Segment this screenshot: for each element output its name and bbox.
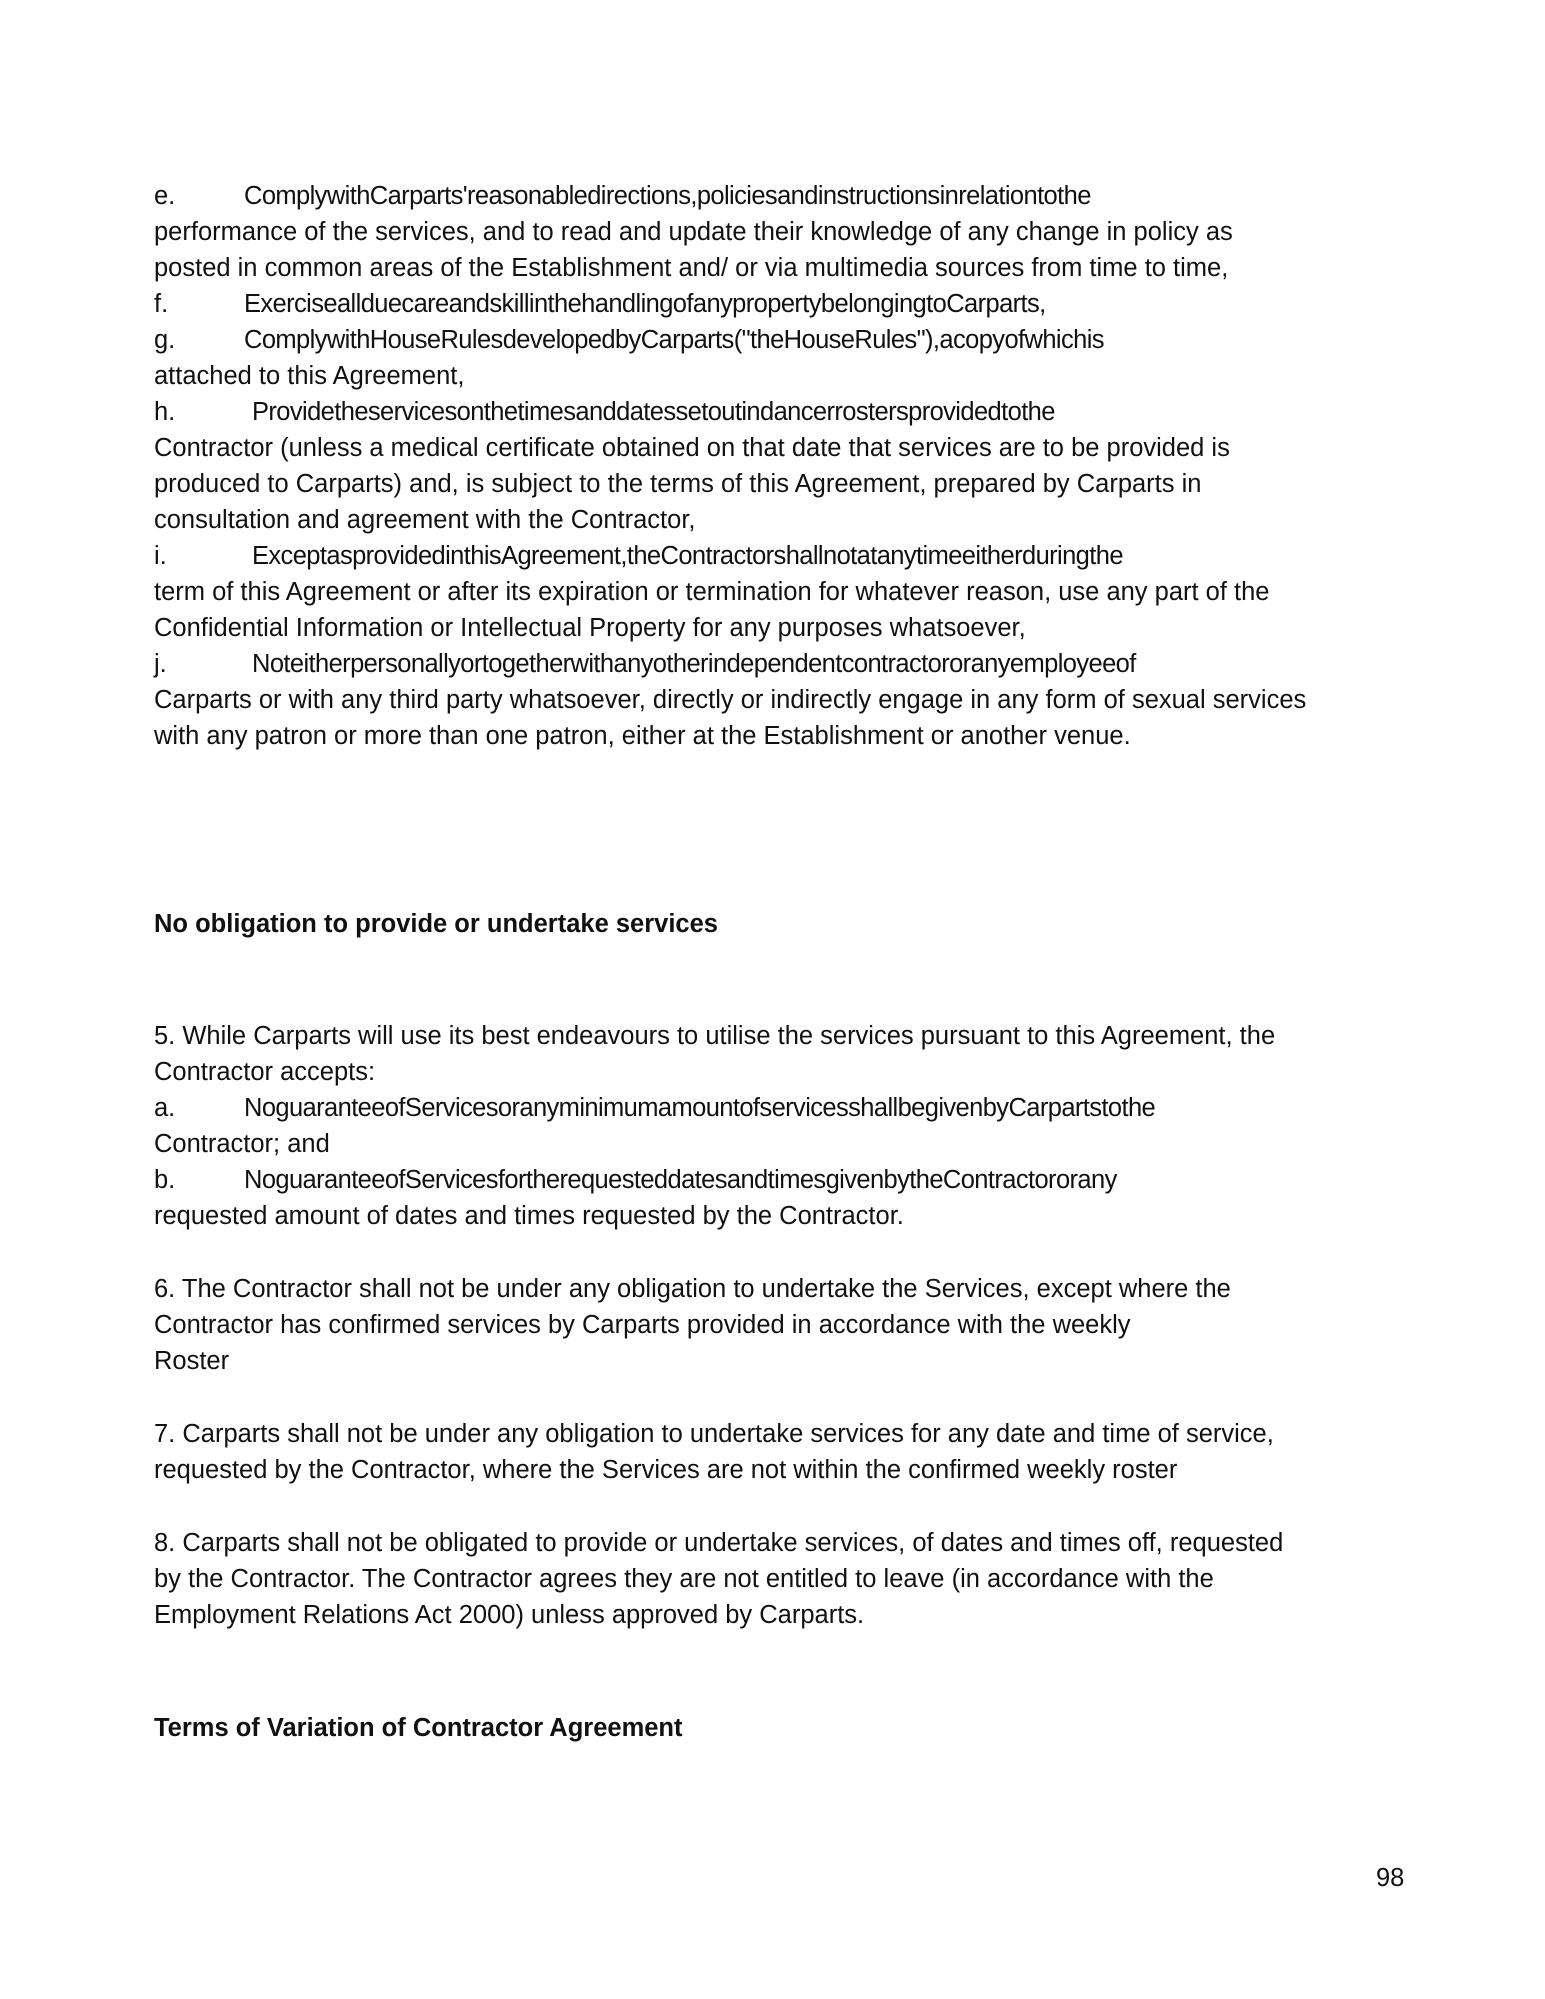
list-item-j <box>154 646 1136 682</box>
page-number: 98 <box>1376 1864 1405 1892</box>
list-item-continuation: with any patron or more than one patron, either at the Establishment or another venue. <box>154 722 1131 750</box>
clause-8-line: by the Contractor. The Contractor agrees they are not entitled to leave (in accordance with the <box>154 1565 1214 1593</box>
list-item-continuation: performance of the services, and to read and update their knowledge of any change in policy as <box>154 218 1233 246</box>
list-item-i <box>154 538 1123 574</box>
list-item-text: Providetheservicesonthetimesanddatessetoutindancerrostersprovidedtothe <box>252 398 1055 426</box>
clause-8-line: Employment Relations Act 2000) unless approved by Carparts. <box>154 1601 865 1629</box>
list-marker: b. <box>154 1166 176 1194</box>
clause-5-line: Contractor accepts: <box>154 1058 376 1086</box>
clause-8-line: 8. Carparts shall not be obligated to provide or undertake services, of dates and times off, requested <box>154 1529 1284 1557</box>
list-item-continuation: Contractor (unless a medical certificate obtained on that date that services are to be provided is <box>154 434 1230 462</box>
list-marker: a. <box>154 1094 176 1122</box>
section-heading-terms-of-variation: Terms of Variation of Contractor Agreement <box>154 1714 683 1742</box>
list-item-text: ComplywithHouseRulesdevelopedbyCarparts("theHouseRules"),acopyofwhichis <box>244 326 1104 354</box>
list-item-continuation: term of this Agreement or after its expiration or termination for whatever reason, use any part of the <box>154 578 1270 606</box>
list-item-g <box>154 322 1104 358</box>
clause-7-line: 7. Carparts shall not be under any obligation to undertake services for any date and time of service, <box>154 1420 1274 1448</box>
list-item-continuation: consultation and agreement with the Contractor, <box>154 506 696 534</box>
list-item-text: ExerciseallduecareandskillinthehandlingofanypropertybelongingtoCarparts, <box>244 290 1046 318</box>
list-item-continuation: attached to this Agreement, <box>154 362 465 390</box>
list-item-continuation: requested amount of dates and times requested by the Contractor. <box>154 1202 904 1230</box>
list-item-continuation: Confidential Information or Intellectual Property for any purposes whatsoever, <box>154 614 1026 642</box>
list-item-a <box>154 1090 1155 1126</box>
list-item-text: NoguaranteeofServicesfortherequesteddatesandtimesgivenbytheContractororany <box>244 1166 1117 1194</box>
list-marker: e. <box>154 182 176 210</box>
list-marker: i. <box>154 542 167 570</box>
clause-6-line: 6. The Contractor shall not be under any obligation to undertake the Services, except where the <box>154 1275 1231 1303</box>
list-item-text: NoguaranteeofServicesoranyminimumamountofservicesshallbegivenbyCarpartstothe <box>244 1094 1156 1122</box>
list-item-h <box>154 394 1055 430</box>
list-marker: h. <box>154 398 176 426</box>
list-item-f <box>154 286 1046 322</box>
section-heading-no-obligation: No obligation to provide or undertake services <box>154 910 718 938</box>
list-item-e <box>154 178 1091 214</box>
list-marker: g. <box>154 326 176 354</box>
list-item-b <box>154 1162 1117 1198</box>
list-item-continuation: Carparts or with any third party whatsoever, directly or indirectly engage in any form of sexual services <box>154 686 1307 714</box>
clause-7-line: requested by the Contractor, where the Services are not within the confirmed weekly roster <box>154 1456 1178 1484</box>
list-item-continuation: Contractor; and <box>154 1130 330 1158</box>
clause-6-line: Contractor has confirmed services by Carparts provided in accordance with the weekly <box>154 1311 1131 1339</box>
list-marker: f. <box>154 290 169 318</box>
clause-6-line: Roster <box>154 1347 230 1375</box>
list-item-continuation: produced to Carparts) and, is subject to the terms of this Agreement, prepared by Carparts in <box>154 470 1202 498</box>
list-item-text: ExceptasprovidedinthisAgreement,theContractorshallnotatanytimeeitherduringthe <box>252 542 1123 570</box>
list-item-continuation: posted in common areas of the Establishment and/ or via multimedia sources from time to time, <box>154 254 1229 282</box>
clause-5-line: 5. While Carparts will use its best endeavours to utilise the services pursuant to this Agreement, the <box>154 1022 1276 1050</box>
list-marker: j. <box>154 650 167 678</box>
list-item-text: Noteitherpersonallyortogetherwithanyotherindependentcontractororanyemployeeof <box>252 650 1136 678</box>
list-item-text: ComplywithCarparts'reasonabledirections,policiesandinstructionsinrelationtothe <box>244 182 1091 210</box>
